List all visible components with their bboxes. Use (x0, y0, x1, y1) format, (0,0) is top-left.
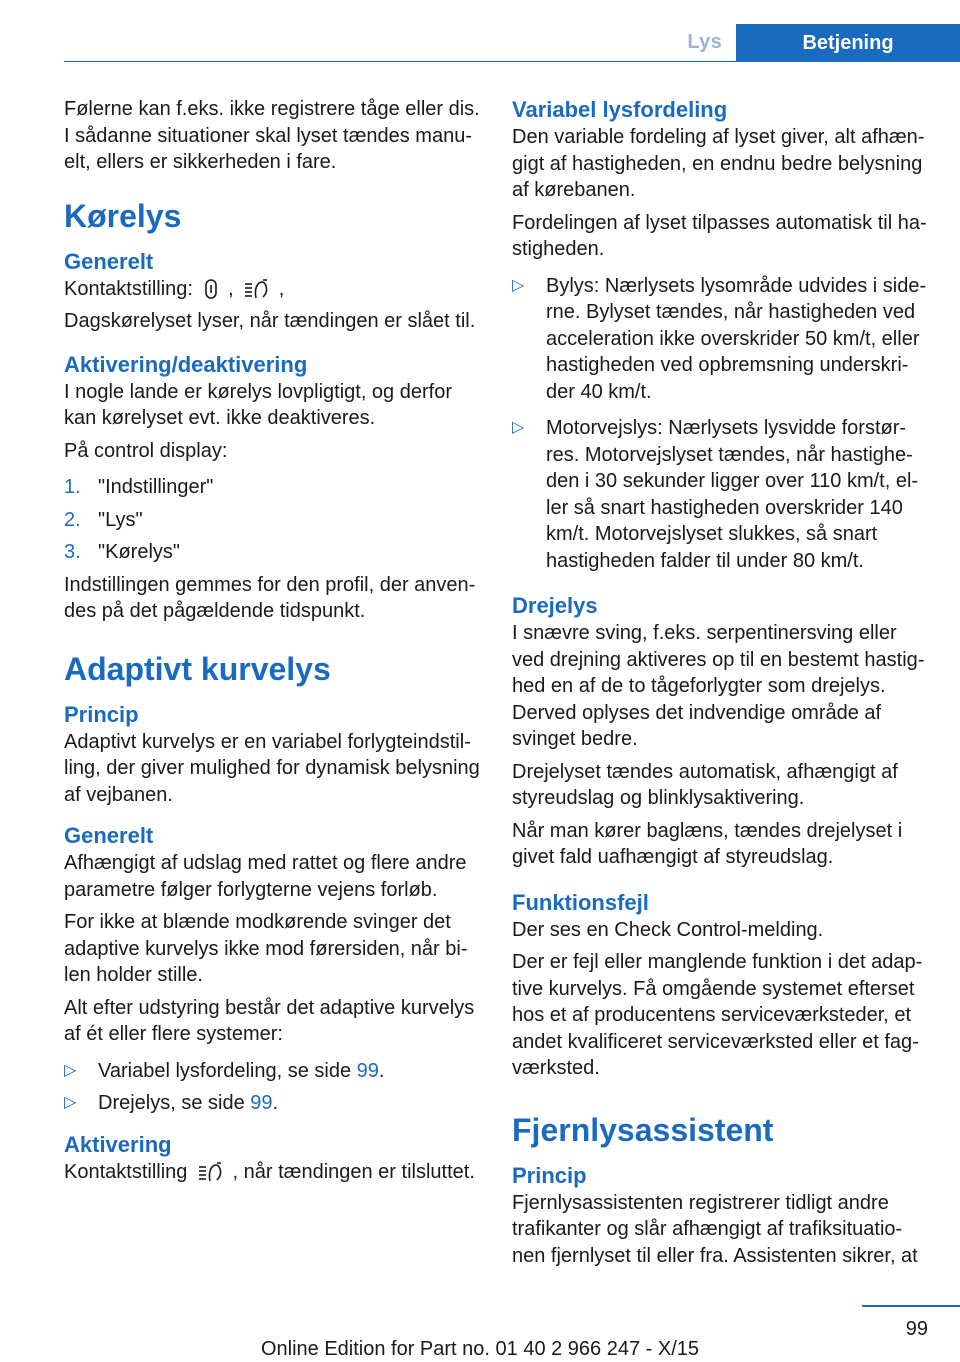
step-number: 1. (64, 476, 81, 498)
kontaktstilling-label: Kontaktstilling: (64, 277, 193, 300)
variabel-lysfordeling-heading: Variabel lysfordeling (512, 97, 728, 122)
motorvejslys-text: Motorvejslys: Nærlysets lysvidde forstørres. Motorvejslyset tændes, når hastigheden i 30 sekunder ligger over 110 km/t, eller så snart hastigheden overskrider 140 km/t. Motorvejslyset slukkes, så snart hastigheden falder til under 80 km/t. (546, 417, 919, 572)
princip-heading: Princip (64, 701, 139, 727)
system-text: Variabel lysfordeling, se side (98, 1059, 357, 1082)
ignition-on-icon (243, 278, 269, 300)
list-item (64, 1058, 480, 1085)
page-number: 99 (905, 1318, 928, 1340)
header-rule (64, 61, 960, 62)
triangle-bullet-icon: ▷ (64, 1061, 77, 1079)
step-number: 3. (64, 541, 81, 563)
funktionsfejl-paragraph-1: Der ses en Check Control-melding. (512, 918, 824, 941)
control-display-paragraph: På control display: (64, 439, 228, 462)
triangle-bullet-icon: ▷ (512, 276, 525, 294)
page-link[interactable]: 99 (356, 1059, 379, 1082)
bylys-text: Bylys: Nærlysets lysområde udvides i siderne. Bylyset tændes, når hastigheden ved acceleration ikke overskrider 50 km/t, eller hastigheden ved opbremsning underskrider 40 km/t. (546, 274, 927, 403)
aktivering-deaktivering-heading: Aktivering/deaktivering (64, 351, 308, 377)
triangle-bullet-icon: ▷ (512, 419, 525, 436)
drejelys-paragraph-1: I snævre sving, f.eks. serpentinersving eller ved drejning aktiveres op til en bestemt hastighed en af de to tågeforlygter som drejelys. Derved oplyses det indvendige område af svinget bedre. (512, 622, 925, 750)
drejelys-paragraph-3: Når man kører baglæns, tændes drejelyset i givet fald uafhængigt af styreudslag. (512, 819, 903, 868)
right-column (512, 96, 928, 1275)
fjernlys-princip-heading: Princip (512, 1162, 587, 1188)
kontaktstilling-line (64, 276, 480, 303)
section-tab-lys[interactable]: Lys (687, 31, 722, 53)
gemmes-paragraph: Indstillingen gemmes for den profil, der anvendes på det pågældende tidspunkt. (64, 573, 476, 622)
list-item (512, 273, 928, 406)
lysfordeling-list (512, 273, 928, 575)
list-item (512, 415, 928, 574)
variabel-paragraph-1: Den variable fordeling af lyset giver, alt afhængigt af hastigheden, en endnu bedre belysning af kørebanen. (512, 126, 925, 201)
page-link[interactable]: 99 (250, 1092, 273, 1114)
systems-list (64, 1058, 480, 1117)
system-end: . (378, 1059, 385, 1082)
chapter-tab-betjening[interactable]: Betjening (736, 24, 960, 62)
comma-separator: , (228, 277, 234, 300)
page-header (64, 24, 960, 62)
step-text: "Lys" (98, 508, 143, 531)
footer-rule (862, 1305, 960, 1307)
aktivering-heading: Aktivering (64, 1131, 172, 1157)
comma-separator: , (278, 277, 285, 300)
adaptivt-kurvelys-heading: Adaptivt kurvelys (64, 650, 331, 687)
princip-paragraph: Adaptivt kurvelys er en variabel forlygteindstilling, der giver mulighed for dynamisk belysning af vejbanen. (64, 730, 480, 806)
list-item (64, 474, 480, 501)
ignition-radio-ready-icon (203, 278, 219, 300)
funktionsfejl-paragraph-2: Der er fejl eller manglende funktion i det adaptive kurvelys. Få omgående systemet efterset hos et af producentens serviceværksteder, et andet kvalificeret serviceværksted eller et fagværksted. (512, 951, 923, 1079)
drejelys-heading: Drejelys (512, 593, 598, 618)
aktivering-pre-text: Kontaktstilling (64, 1160, 188, 1183)
korelys-generelt-heading: Generelt (64, 248, 154, 274)
triangle-bullet-icon: ▷ (64, 1094, 77, 1111)
settings-steps-list (64, 474, 480, 566)
system-text: Drejelys, se side (98, 1092, 251, 1114)
step-text: "Indstillinger" (98, 476, 214, 498)
edition-footer: Online Edition for Part no. 01 40 2 966 247 - X/15 (260, 1338, 700, 1360)
system-end: . (272, 1092, 279, 1114)
intro-paragraph: Følerne kan f.eks. ikke registrere tåge eller dis. I sådanne situationer skal lyset tændes manuelt, ellers er sikkerheden i fare. (64, 98, 480, 173)
variabel-paragraph-2: Fordelingen af lyset tilpasses automatisk til hastigheden. (512, 211, 927, 260)
adaptivt-generelt-heading: Generelt (64, 823, 154, 848)
left-column (64, 96, 480, 1191)
generelt-paragraph-3: Alt efter udstyring består det adaptive kurvelys af ét eller flere systemer: (64, 996, 475, 1045)
drejelys-paragraph-2: Drejelyset tændes automatisk, afhængigt af styreudslag og blinklysaktivering. (512, 760, 898, 809)
step-text: "Kørelys" (98, 541, 180, 563)
list-item (64, 539, 480, 566)
korelys-heading: Kørelys (64, 197, 182, 234)
fjernlys-princip-paragraph: Fjernlysassistenten registrerer tidligt andre trafikanter og slår afhængigt af trafiksituationen fjernlyset til eller fra. Assistenten sikrer, at (512, 1191, 918, 1267)
generelt-paragraph-2: For ikke at blænde modkørende svinger det adaptive kurvelys ikke mod førersiden, når bilen holder stille. (64, 911, 468, 986)
fjernlysassistent-heading: Fjernlysassistent (512, 1111, 774, 1148)
generelt-paragraph-1: Afhængigt af udslag med rattet og flere andre parametre følger forlygterne vejens forløb. (64, 852, 467, 901)
aktivering-paragraph: I nogle lande er kørelys lovpligtigt, og derfor kan kørelyset evt. ikke deaktiveres. (64, 380, 452, 429)
step-number: 2. (64, 508, 81, 531)
list-item (64, 507, 480, 534)
dagskorelys-paragraph: Dagskørelyset lyser, når tændingen er slået til. (64, 310, 476, 332)
funktionsfejl-heading: Funktionsfejl (512, 889, 649, 915)
aktivering-post-text: , når tændingen er tilsluttet. (232, 1160, 475, 1183)
aktivering-line (64, 1159, 480, 1186)
ignition-on-icon (197, 1161, 223, 1183)
list-item (64, 1090, 480, 1117)
